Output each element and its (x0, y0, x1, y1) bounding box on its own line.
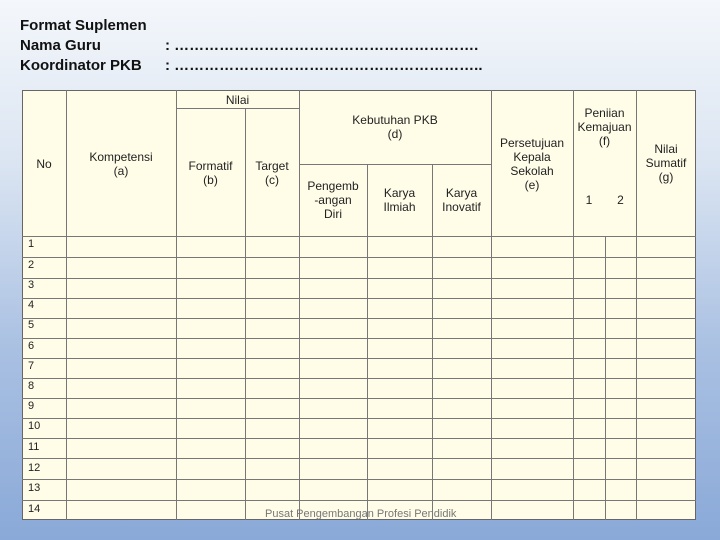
group-header-kebutuhan-pkb: Kebutuhan PKB (d) (352, 113, 438, 141)
row-number: 13 (28, 482, 41, 494)
row-divider (22, 257, 696, 258)
row-number: 10 (28, 420, 41, 432)
row-number: 3 (28, 279, 35, 291)
row-divider (22, 318, 696, 319)
col-divider (367, 164, 368, 520)
row-number: 7 (28, 360, 35, 372)
col-divider (299, 90, 300, 520)
supplement-table (22, 90, 696, 520)
col-header-nilai-sumatif: Nilai Sumatif (g) (645, 142, 687, 184)
row-number: 1 (28, 238, 35, 250)
row-divider (22, 458, 696, 459)
row-number: 5 (28, 319, 35, 331)
col-header-no: No (36, 157, 52, 171)
col-header-target: Target (c) (255, 159, 289, 187)
guru-value: : ……………………………………………………. (165, 37, 479, 54)
row-divider (22, 479, 696, 480)
col-header-penilaian-2: 2 (617, 193, 624, 207)
col-header-formatif: Formatif (b) (188, 159, 233, 187)
row-divider (22, 398, 696, 399)
koordinator-value: : …………………………………………………….. (165, 57, 483, 74)
row-number: 2 (28, 259, 35, 271)
row-divider (22, 500, 696, 501)
row-divider (22, 298, 696, 299)
group-header-penilaian-kemajuan: Peniian Kemajuan (f) (577, 106, 632, 148)
row-divider (22, 278, 696, 279)
col-header-karya-ilmiah: Karya Ilmiah (383, 186, 416, 214)
row-divider (299, 164, 491, 165)
row-divider (22, 378, 696, 379)
row-divider (22, 418, 696, 419)
col-header-karya-inovatif: Karya Inovatif (442, 186, 481, 214)
row-number: 11 (28, 441, 40, 453)
col-header-kompetensi: Kompetensi (a) (89, 150, 153, 178)
row-number: 9 (28, 400, 35, 412)
row-divider (22, 358, 696, 359)
footer-watermark: Pusat Pengembangan Profesi Pendidik (265, 508, 457, 520)
format-title: Format Suplemen (20, 17, 147, 34)
row-divider (22, 338, 696, 339)
col-divider (432, 164, 433, 520)
row-divider (22, 236, 696, 237)
guru-label: Nama Guru (20, 37, 101, 54)
row-divider (22, 438, 696, 439)
row-number: 6 (28, 340, 35, 352)
col-header-pengembangan-diri: Pengemb -angan Diri (307, 179, 359, 221)
row-number: 14 (28, 503, 41, 515)
row-number: 12 (28, 462, 41, 474)
row-number: 4 (28, 299, 35, 311)
col-header-penilaian-1: 1 (585, 193, 593, 207)
col-header-persetujuan: Persetujuan Kepala Sekolah (e) (499, 136, 565, 192)
row-number: 8 (28, 380, 35, 392)
col-divider (573, 90, 574, 520)
koordinator-label: Koordinator PKB (20, 57, 142, 74)
row-divider (176, 108, 299, 109)
group-header-nilai: Nilai (225, 93, 250, 107)
col-divider (176, 90, 177, 520)
